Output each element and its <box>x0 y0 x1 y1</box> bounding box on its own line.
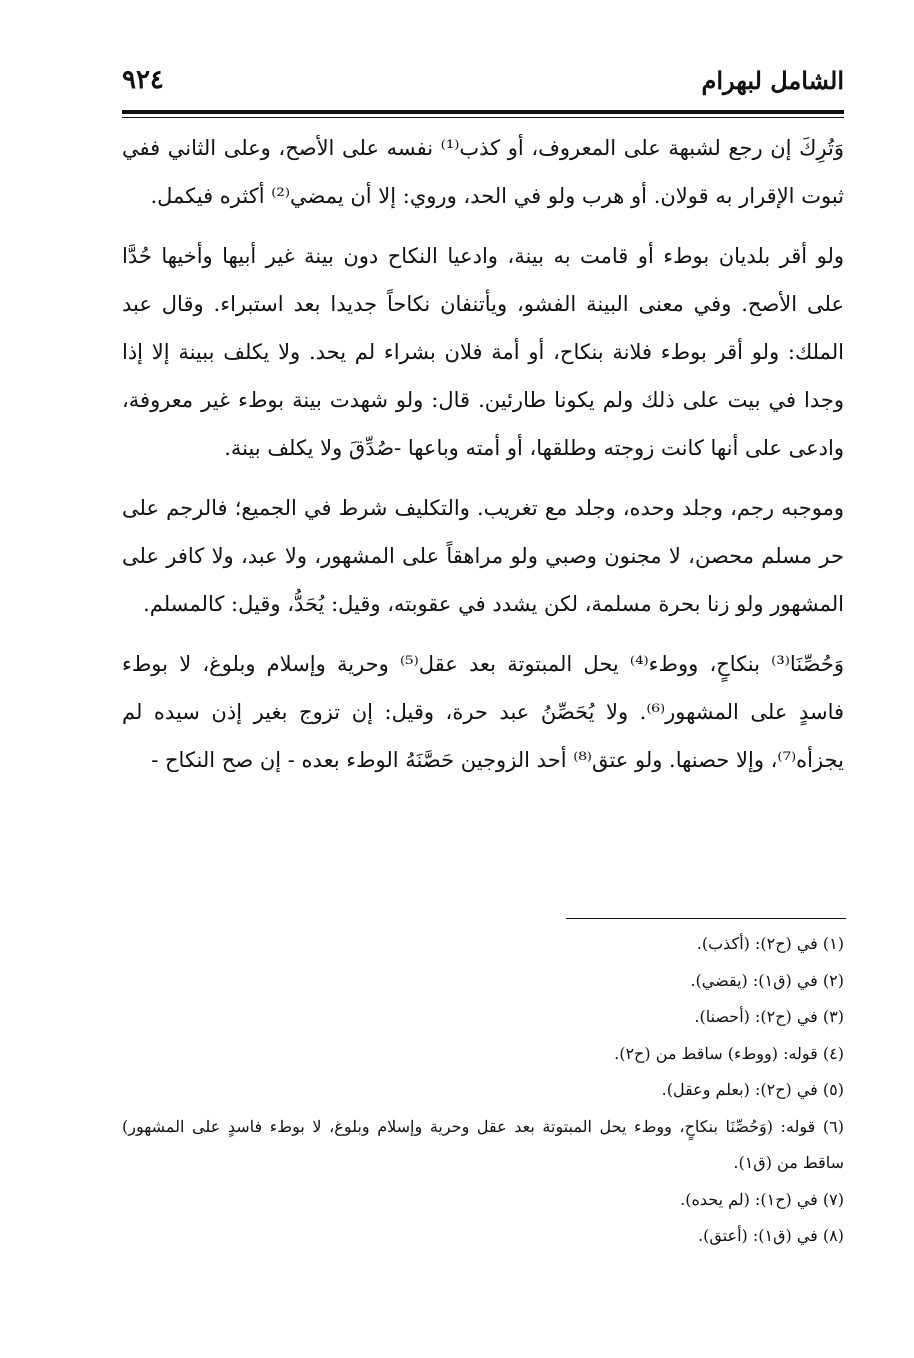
running-title: الشامل لبهرام <box>701 65 844 95</box>
footnote: (٧) في (ح١): (لم يحده). <box>680 1189 844 1209</box>
paragraph: وموجبه رجم، وجلد وحده، وجلد مع تغريب. والتكليف شرط في الجميع؛ فالرجم على حر مسلم محصن، لا مجنون وصبي ولو مراهقاً على المشهور، ولا عبد، ولا كافر على المشهور ولو زنا بحرة مسلمة، لكن يشدد في عقوبته، وقيل: يُحَدُّ، وقيل: كالمسلم. <box>122 496 844 616</box>
footnote: (٣) في (ح٢): (أحصنا). <box>694 1007 844 1026</box>
page-header <box>122 58 844 102</box>
paragraph: وَحُصِّنَا⁽³⁾ بنكاحٍ، ووطء⁽⁴⁾ يحل المبتوتة بعد عقل⁽⁵⁾ وحرية وإسلام وبلوغ، لا بوطء فاسدٍ على المشهور⁽⁶⁾. ولا يُحَصِّنُ عبد حرة، وقيل: إن تزوج بغير إذن سيده لم يجزأه⁽⁷⁾، وإلا حصنها. ولو عتق⁽⁸⁾ أحد الزوجين حَصَّنَهُ الوطء بعده - إن صح النكاح - <box>122 652 845 772</box>
paragraph: وَتُرِكَ إن رجع لشبهة على المعروف، أو كذب⁽¹⁾ نفسه على الأصح، وعلى الثاني ففي ثبوت الإقرار به قولان. أو هرب ولو في الحد، وروي: إلا أن يمضي⁽²⁾ أكثره فيكمل. <box>122 136 844 208</box>
footnote: (١) في (ح٢): (أكذب). <box>696 934 844 953</box>
footnote: (٤) قوله: (ووطء) ساقط من (ح٢). <box>614 1043 844 1063</box>
footnote: (٥) في (ح٢): (بعلم وعقل). <box>661 1080 844 1099</box>
footnote-separator <box>566 918 846 919</box>
header-rule-thin <box>122 117 844 118</box>
header-rule-thick <box>122 110 844 114</box>
footnotes <box>122 926 844 1255</box>
footnote: (٦) قوله: (وَحُصِّنَا بنكاحٍ، ووطء يحل المبتوتة بعد عقل وحرية وإسلام وبلوغ، لا بوطء فاسدٍ على المشهور) ساقط من (ق١). <box>122 1116 844 1172</box>
footnote: (٨) في (ق١): (أعتق). <box>698 1226 844 1245</box>
paragraph: ولو أقر بلديان بوطء أو قامت به بينة، وادعيا النكاح دون بينة غير أبيها وأخيها حُدَّا على الأصح. وفي معنى البينة الفشو، ويأتنفان نكاحاً جديدا بعد استبراء. وقال عبد الملك: ولو أقر بوطء فلانة بنكاح، أو أمة فلان بشراء لم يحد. ولا يكلف ببينة إلا إذا وجدا في بيت على ذلك ولم يكونا طارئين. قال: ولو شهدت بينة بوطء غير معروفة، وادعى على أنها كانت زوجته وطلقها، أو أمته وباعها -صُدِّقَ ولا يكلف بينة. <box>122 244 844 460</box>
footnote: (٢) في (ق١): (يقضي). <box>690 970 844 990</box>
page-number: ٩٢٤ <box>122 65 164 95</box>
main-text <box>122 124 844 796</box>
